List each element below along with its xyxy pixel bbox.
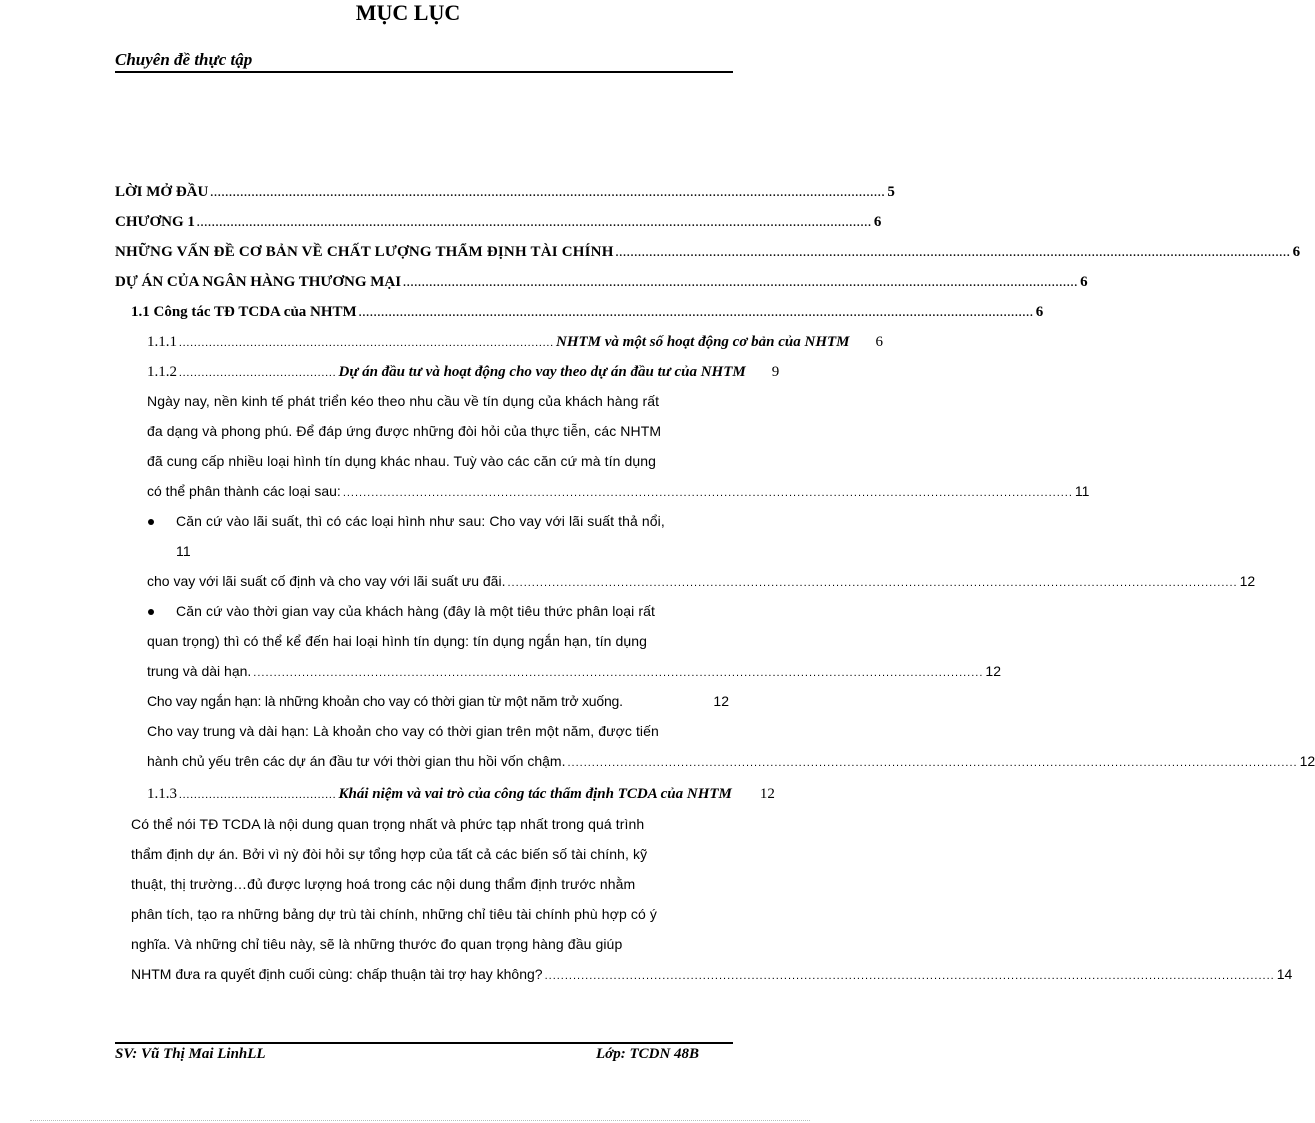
toc-page: 6 <box>873 214 882 230</box>
body-text-line: hành chủ yếu trên các dự án đầu tư với thời gian thu hồi vốn chậm. <box>147 753 566 769</box>
toc-page: 12 <box>1299 753 1315 769</box>
toc-entry[interactable] <box>131 966 1293 982</box>
toc-leader: .................................................................................................................................................................................... <box>358 307 1034 319</box>
toc-page: 14 <box>1276 966 1293 982</box>
toc-page: 9 <box>771 364 780 380</box>
body-text-line: quan trọng) thì có thể kể đến hai loại hình tín dụng: tín dụng ngắn hạn, tín dụng <box>147 633 648 649</box>
bullet-icon <box>148 609 154 615</box>
toc-entry[interactable] <box>115 214 882 231</box>
toc-leader: .......................................... <box>179 367 337 379</box>
toc-page: 6 <box>1035 304 1044 320</box>
toc-label: NHTM và một số hoạt động cơ bản của NHTM <box>556 334 850 350</box>
toc-leader: .................................................................................................................................................................................... <box>342 487 1073 499</box>
body-text-line: Căn cứ vào thời gian vay của khách hàng (đây là một tiêu thức phân loại rất <box>176 603 656 619</box>
toc-page: 12 <box>1239 573 1256 589</box>
footer-class: Lớp: TCDN 48B <box>596 1046 700 1062</box>
toc-number: 1.1.2 <box>147 364 177 380</box>
toc-leader: .................................................................................................... <box>179 337 554 349</box>
toc-entry[interactable] <box>147 786 777 803</box>
body-text-line: cho vay với lãi suất cố định và cho vay với lãi suất ưu đãi. <box>147 573 506 589</box>
body-text-line: trung và dài hạn. <box>147 663 252 679</box>
toc-entry[interactable] <box>131 304 1044 321</box>
toc-leader: .................................................................................................................................................................................... <box>544 970 1275 982</box>
toc-leader: .................................................................................................................................................................................... <box>210 187 886 199</box>
toc-page: 12 <box>759 786 775 802</box>
toc-page: 12 <box>985 663 1001 679</box>
body-text-line: Cho vay ngắn hạn: là những khoản cho vay có thời gian từ một năm trở xuống. <box>147 693 623 709</box>
toc-number: 1.1.1 <box>147 334 177 350</box>
body-text-line: có thể phân thành các loại sau: <box>147 483 341 499</box>
header-title: Chuyên đề thực tập <box>115 50 253 69</box>
header-rule <box>115 71 733 73</box>
toc-entry[interactable] <box>147 483 1090 499</box>
toc-entry[interactable] <box>147 663 1001 679</box>
toc-label: CHƯƠNG 1 <box>115 214 195 230</box>
page-edge-dots <box>30 1120 810 1121</box>
footer-rule <box>115 1042 733 1044</box>
toc-entry[interactable] <box>115 184 895 201</box>
body-text-line: đa dạng và phong phú. Để đáp ứng được những đòi hỏi của thực tiễn, các NHTM <box>147 423 662 439</box>
body-text-line: Ngày nay, nền kinh tế phát triển kéo theo nhu cầu về tín dụng của khách hàng rất <box>147 393 660 409</box>
toc-leader: .................................................................................................................................................................................... <box>615 247 1291 259</box>
body-text-line: NHTM đưa ra quyết định cuối cùng: chấp thuận tài trợ hay không? <box>131 966 543 982</box>
body-text-line: đã cung cấp nhiều loại hình tín dụng khác nhau. Tuỳ vào các căn cứ mà tín dụng <box>147 453 657 469</box>
toc-entry[interactable] <box>147 364 780 381</box>
toc-leader: .................................................................................................................................................................................... <box>403 277 1079 289</box>
body-text-line: thuật, thị trường…đủ được lượng hoá trong các nội dung thẩm định trước nhằm <box>131 876 636 892</box>
toc-page: 12 <box>713 693 729 709</box>
toc-leader: .................................................................................................................................................................................... <box>507 577 1238 589</box>
footer-student: SV: Vũ Thị Mai LinhLL <box>115 1046 266 1062</box>
toc-page: 6 <box>875 334 883 350</box>
toc-label: Dự án đầu tư và hoạt động cho vay theo dự án đầu tư của NHTM <box>338 364 746 380</box>
body-text-line: nghĩa. Và những chỉ tiêu này, sẽ là những thước đo quan trọng hàng đầu giúp <box>131 936 623 952</box>
bullet-icon <box>148 519 154 525</box>
toc-page: 6 <box>1292 244 1301 260</box>
body-text-line: Có thể nói TĐ TCDA là nội dung quan trọng nhất và phức tạp nhất trong quá trình <box>131 816 645 832</box>
toc-page: 5 <box>887 184 895 200</box>
toc-entry[interactable] <box>147 693 729 709</box>
body-text-line: Cho vay trung và dài hạn: Là khoản cho vay có thời gian trên một năm, được tiến <box>147 723 659 739</box>
toc-entry[interactable] <box>147 753 1315 769</box>
toc-leader: .................................................................................................................................................................................... <box>567 757 1298 769</box>
toc-label: 1.1 Công tác TĐ TCDA của NHTM <box>131 304 357 320</box>
toc-page: 6 <box>1080 274 1088 290</box>
toc-number: 1.1.3 <box>147 786 177 802</box>
toc-entry[interactable] <box>115 244 1301 261</box>
toc-label: DỰ ÁN CỦA NGÂN HÀNG THƯƠNG MẠI <box>115 274 402 290</box>
body-text-line: thẩm định dự án. Bởi vì nỳ đòi hỏi sự tổng hợp của tất cả các biến số tài chính, kỹ <box>131 846 648 862</box>
toc-entry[interactable] <box>115 274 1088 291</box>
page-title: MỤC LỤC <box>355 0 461 25</box>
toc-leader: .................................................................................................................................................................................... <box>253 667 984 679</box>
toc-leader: .......................................... <box>179 789 337 801</box>
toc-entry[interactable] <box>147 334 883 351</box>
toc-label: Khái niệm và vai trò của công tác thẩm định TCDA của NHTM <box>338 786 732 802</box>
toc-page: 11 <box>176 543 191 559</box>
toc-leader: .................................................................................................................................................................................... <box>196 217 872 229</box>
body-text-line: phân tích, tạo ra những bảng dự trù tài chính, những chỉ tiêu tài chính phù hợp có ý <box>131 906 657 922</box>
toc-label: NHỮNG VẤN ĐỀ CƠ BẢN VỀ CHẤT LƯỢNG THẨM ĐỊNH TÀI CHÍNH <box>115 244 614 260</box>
toc-label: LỜI MỞ ĐẦU <box>115 184 209 200</box>
toc-entry[interactable] <box>147 573 1256 589</box>
body-text-line: Căn cứ vào lãi suất, thì có các loại hình như sau: Cho vay với lãi suất thả nổi, <box>176 513 665 529</box>
toc-page: 11 <box>1074 483 1090 499</box>
